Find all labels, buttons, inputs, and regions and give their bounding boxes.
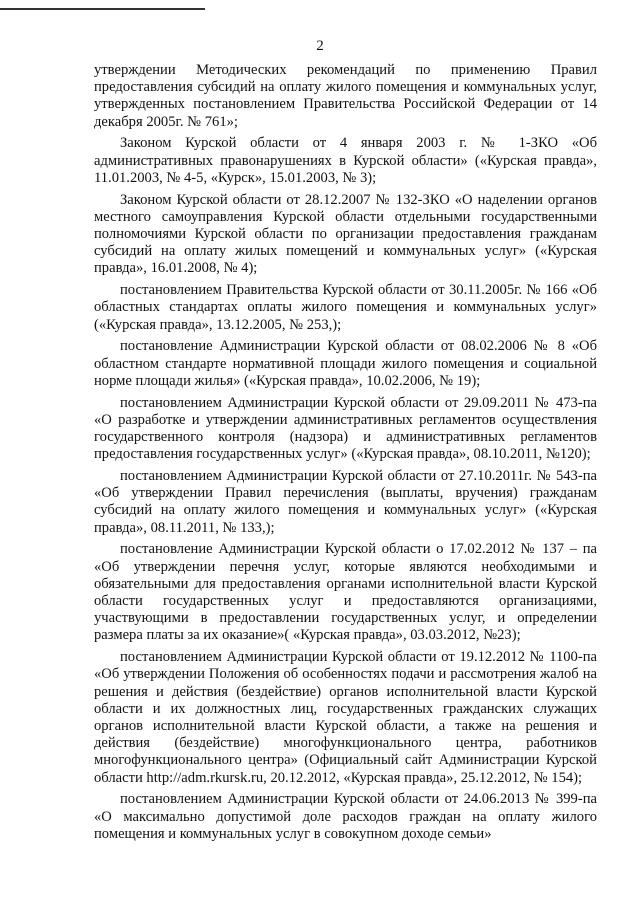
paragraph-resolution-473: постановлением Администрации Курской области от 29.09.2011 № 473-па «О разработке и утверждении административных регламентов осуществления государственного контроля (надзора) и административных регламентов предоставления государственных услуг» («Курская правда», 08.10.2011, №120); (94, 394, 597, 463)
top-edge-line (0, 8, 205, 10)
paragraph-law-132zko: Законом Курской области от 28.12.2007 № 132-ЗКО «О наделении органов местного самоуправления Курской области отдельными государственными полномочиями Курской области по организации предоставления гражданам субсидий на оплату жилых помещений и коммунальных услуг» («Курская правда», 16.01.2008, № 4); (94, 191, 597, 277)
page-number: 2 (316, 38, 324, 54)
paragraph-law-1zko: Законом Курской области от 4 января 2003 г. № 1-ЗКО «Об административных правонарушениях в Курской области» («Курская правда», 11.01.2003, № 4-5, «Курск», 15.01.2003, № 3); (94, 135, 597, 186)
document-body (94, 62, 597, 848)
paragraph-resolution-166: постановлением Правительства Курской области от 30.11.2005г. № 166 «Об областных стандартах оплаты жилого помещения и коммунальных услуг» («Курская правда», 13.12.2005, № 253,); (94, 282, 597, 333)
paragraph-continuation: утверждении Методических рекомендаций по применению Правил предоставления субсидий на оплату жилого помещения и коммунальных услуг, утвержденных постановлением Правительства Российской Федерации от 14 декабря 2005г. № 761»; (94, 62, 597, 130)
paragraph-resolution-8: постановление Администрации Курской области от 08.02.2006 № 8 «Об областном стандарте нормативной площади жилого помещения и социальной норме площади жилья» («Курская правда», 10.02.2006, № 19); (94, 338, 597, 389)
paragraph-resolution-137: постановление Администрации Курской области о 17.02.2012 № 137 – па «Об утверждении перечня услуг, которые являются необходимыми и обязательными для предоставления органами исполнительной власти Курской области государственных услуг и предоставляются организациями, участвующими в предоставлении государственных услуг, и определении размера платы за их оказание»( «Курская правда», 03.03.2012, №23); (94, 541, 597, 644)
paragraph-resolution-399: постановлением Администрации Курской области от 24.06.2013 № 399-па «О максимально допустимой доле расходов граждан на оплату жилого помещения и коммунальных услуг в совокупном доходе семьи» (94, 791, 597, 842)
paragraph-resolution-543: постановлением Администрации Курской области от 27.10.2011г. № 543-па «Об утверждении Правил перечисления (выплаты, вручения) гражданам субсидий на оплату жилого помещения и коммунальных услуг» («Курская правда», 08.11.2011, № 133,); (94, 468, 597, 536)
paragraph-resolution-1100: постановлением Администрации Курской области от 19.12.2012 № 1100-па «Об утверждении Положения об особенностях подачи и рассмотрения жалоб на решения и действия (бездействие) органов исполнительной власти Курской области и их должностных лиц, государственных гражданских служащих органов исполнительной власти Курской области, а также на решения и действия (бездействие) многофункционального центра, работников многофункционального центра» (Официальный сайт Администрации Курской области http://adm.rkursk.ru, 20.12.2012, «Курская правда», 25.12.2012, № 154); (94, 649, 597, 786)
